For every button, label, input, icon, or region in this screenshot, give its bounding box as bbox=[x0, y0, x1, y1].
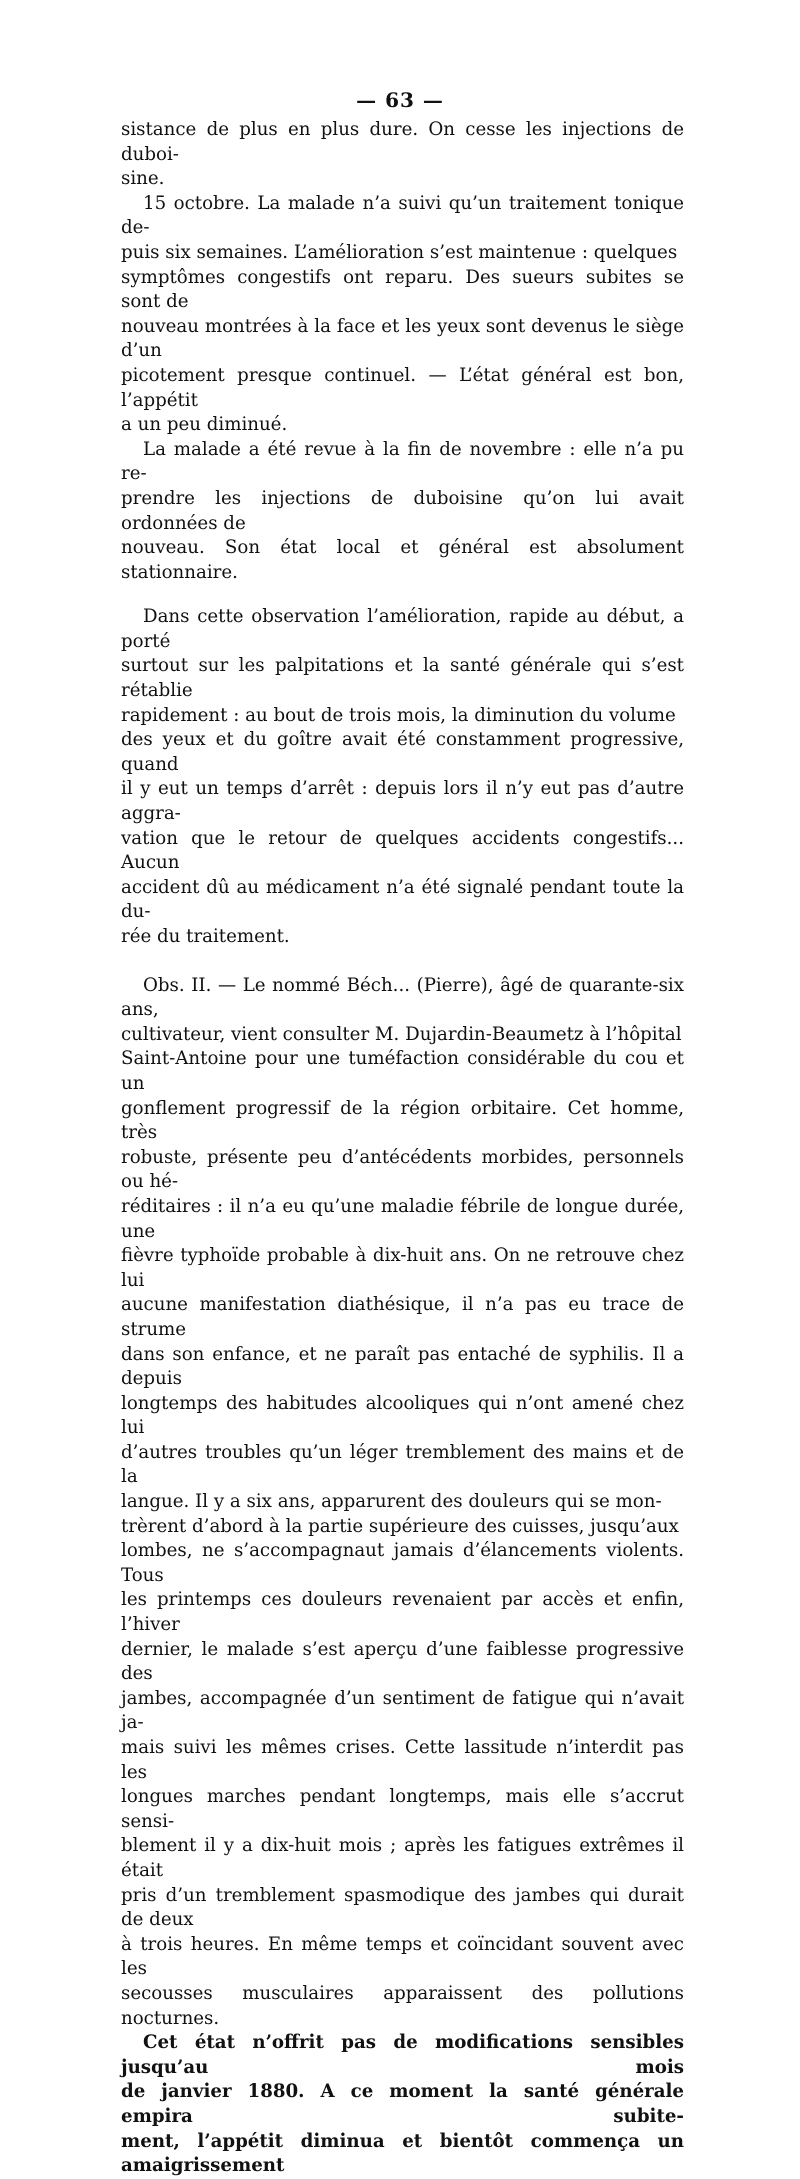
text-line: jambes, accompagnée d’un sentiment de fatigue qui n’avait ja- bbox=[121, 1687, 684, 1734]
paragraph-conclusion-observation bbox=[121, 605, 684, 949]
text-line: blement il y a dix-huit mois ; après les fatigues extrêmes il était bbox=[121, 1835, 684, 1881]
text-line: La malade a été revue à la fin de novembre : elle n’a pu re- bbox=[121, 438, 684, 485]
text-line: surtout sur les palpitations et la santé générale qui s’est rétablie bbox=[121, 655, 684, 702]
text-line: rapidement : au bout de trois mois, la diminution du volume bbox=[121, 704, 676, 726]
paragraph-novembre bbox=[121, 438, 684, 586]
text-line: puis six semaines. L’amélioration s’est maintenue : quelques bbox=[121, 241, 678, 263]
text-line: cultivateur, vient consulter M. Dujardin-Beaumetz à l’hôpital bbox=[121, 1023, 682, 1045]
text-line: les printemps ces douleurs revenaient par accès et enfin, l’hiver bbox=[121, 1589, 684, 1636]
body-text bbox=[121, 118, 684, 2179]
text-line: rée du traitement. bbox=[121, 926, 290, 947]
text-line: gonflement progressif de la région orbitaire. Cet homme, très bbox=[121, 1097, 684, 1144]
text-line: aucune manifestation diathésique, il n’a pas eu trace de strume bbox=[121, 1294, 684, 1340]
text-line: accident dû au médicament n’a été signalé pendant toute la du- bbox=[121, 876, 684, 923]
text-line: fièvre typhoïde probable à dix-huit ans. On ne retrouve chez lui bbox=[121, 1245, 684, 1291]
text-line: 15 octobre. La malade n’a suivi qu’un traitement tonique de- bbox=[121, 192, 684, 239]
text-line: à trois heures. En même temps et coïncidant souvent avec les bbox=[121, 1933, 684, 1980]
text-line: prendre les injections de duboisine qu’on lui avait ordonnées de bbox=[121, 487, 684, 534]
text-line: mais suivi les mêmes crises. Cette lassitude n’interdit pas les bbox=[121, 1737, 684, 1783]
page-number: — 63 — bbox=[356, 88, 444, 112]
text-line: longtemps des habitudes alcooliques qui n’ont amené chez lui bbox=[121, 1392, 684, 1439]
paragraph-duboisine-end bbox=[121, 118, 684, 192]
text-line: Cet état n’offrit pas de modifications sensibles jusqu’au mois bbox=[121, 2032, 684, 2078]
text-line: d’autres troubles qu’un léger tremblement des mains et de la bbox=[121, 1441, 684, 1488]
text-line: symptômes congestifs ont reparu. Des sueurs subites se sont de bbox=[121, 266, 684, 313]
text-line: trèrent d’abord à la partie supérieure des cuisses, jusqu’aux bbox=[121, 1515, 679, 1537]
text-line: dernier, le malade s’est aperçu d’une faiblesse progressive des bbox=[121, 1638, 684, 1685]
text-line: pris d’un tremblement spasmodique des jambes qui durait de deux bbox=[121, 1884, 684, 1931]
text-line: picotement presque continuel. — L’état général est bon, l’appétit bbox=[121, 364, 684, 411]
text-line: sine. bbox=[121, 168, 165, 190]
text-line: Saint-Antoine pour une tuméfaction considérable du cou et un bbox=[121, 1048, 684, 1094]
text-line: robuste, présente peu d’antécédents morbides, personnels ou hé- bbox=[121, 1146, 684, 1193]
text-line: longues marches pendant longtemps, mais elle s’accrut sensi- bbox=[121, 1786, 684, 1832]
text-line: dans son enfance, et ne paraît pas entaché de syphilis. Il a depuis bbox=[121, 1343, 684, 1390]
text-line: il y eut un temps d’arrêt : depuis lors il n’y eut pas d’autre aggra- bbox=[121, 778, 684, 825]
paragraph-obs-ii bbox=[121, 974, 684, 2032]
text-line: Obs. II. — Le nommé Béch... (Pierre), âgé de quarante-six ans, bbox=[121, 974, 684, 1021]
text-line: réditaires : il n’a eu qu’une maladie fébrile de longue durée, une bbox=[121, 1195, 684, 1242]
text-line: langue. Il y a six ans, apparurent des douleurs qui se mon- bbox=[121, 1491, 662, 1513]
text-line: lombes, ne s’accompagnaut jamais d’élancements violents. Tous bbox=[121, 1540, 684, 1586]
text-line: nouveau. Son état local et général est absolument stationnaire. bbox=[121, 537, 684, 583]
text-line: ment, l’appétit diminua et bientôt commença un amaigrissement bbox=[121, 2130, 684, 2177]
paragraph-15-octobre bbox=[121, 192, 684, 438]
text-line: de janvier 1880. A ce moment la santé générale empira subite- bbox=[121, 2081, 684, 2127]
text-line: secousses musculaires apparaissent des pollutions nocturnes. bbox=[121, 1982, 684, 2029]
text-line: vation que le retour de quelques accidents congestifs... Aucun bbox=[121, 827, 684, 874]
text-line: sistance de plus en plus dure. On cesse les injections de duboi- bbox=[121, 119, 684, 165]
text-line: des yeux et du goître avait été constamment progressive, quand bbox=[121, 729, 684, 775]
paragraph-janvier-1880 bbox=[121, 2031, 684, 2179]
text-line: a un peu diminué. bbox=[121, 414, 288, 436]
text-line: nouveau montrées à la face et les yeux sont devenus le siège d’un bbox=[121, 315, 684, 362]
text-line: Dans cette observation l’amélioration, rapide au début, a porté bbox=[121, 606, 684, 652]
